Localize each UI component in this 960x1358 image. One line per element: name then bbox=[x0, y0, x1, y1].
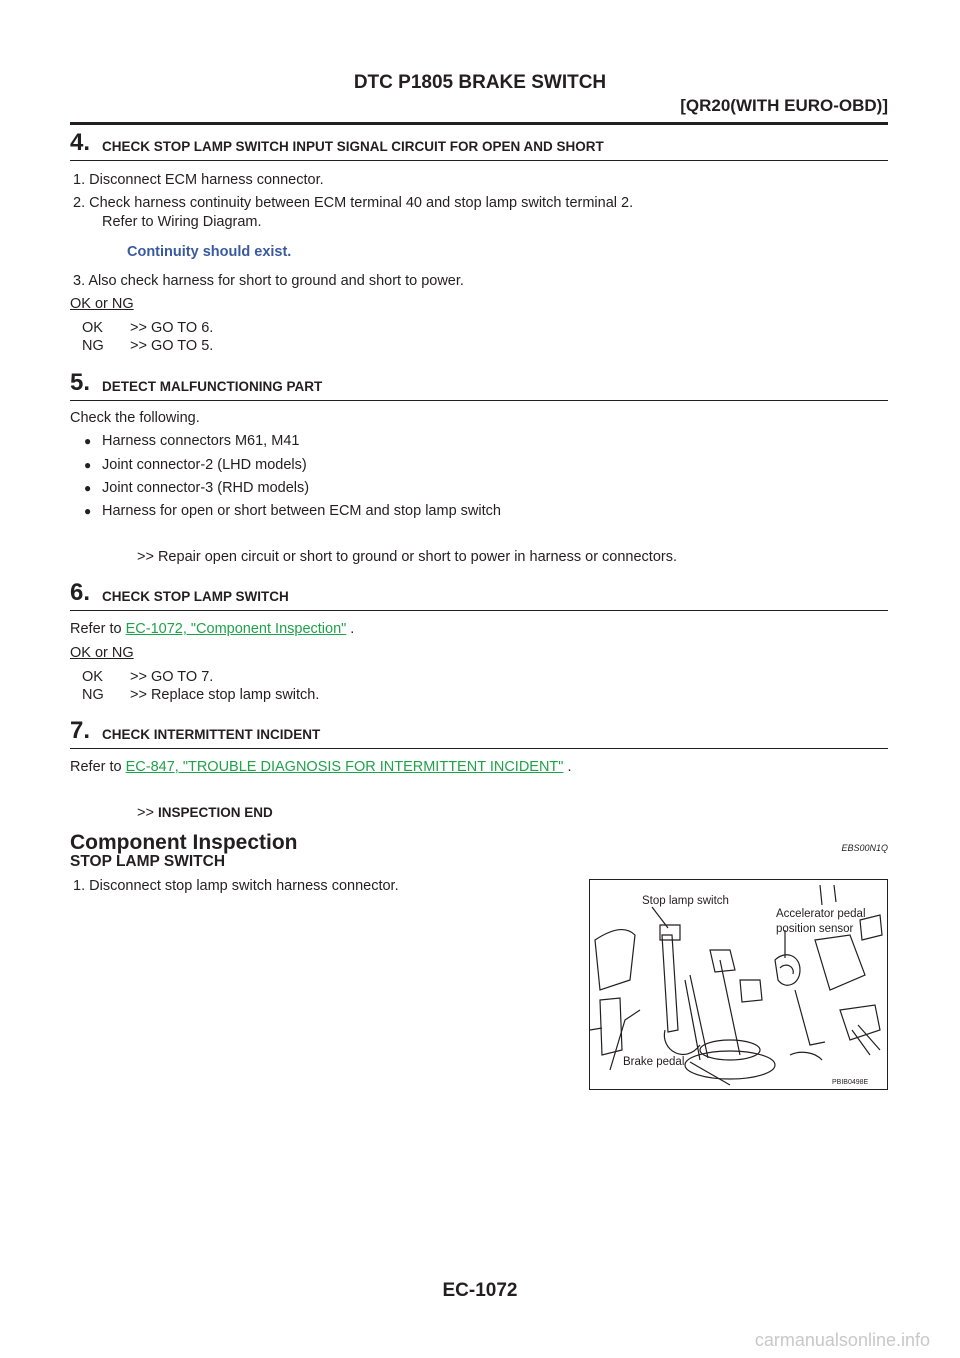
step-title: CHECK STOP LAMP SWITCH INPUT SIGNAL CIRCUIT FOR OPEN AND SHORT bbox=[102, 139, 604, 154]
result-text: INSPECTION END bbox=[157, 805, 273, 820]
step-4-heading bbox=[70, 130, 888, 161]
list-item bbox=[84, 503, 501, 519]
result-code: OK bbox=[82, 669, 103, 685]
label-brake-pedal: Brake pedal bbox=[623, 1056, 685, 1068]
subsection-title: STOP LAMP SWITCH bbox=[70, 853, 226, 870]
section-title: Component Inspection bbox=[70, 831, 298, 854]
step-title: DETECT MALFUNCTIONING PART bbox=[102, 379, 323, 394]
list-item-text: Joint connector-3 (RHD models) bbox=[102, 480, 310, 496]
page-subtitle: [QR20(WITH EURO-OBD)] bbox=[680, 96, 888, 115]
list-item-text: Joint connector-2 (LHD models) bbox=[102, 457, 307, 473]
header-rule bbox=[70, 122, 888, 125]
step-number: 5. bbox=[70, 369, 91, 396]
section-code: EBS00N1Q bbox=[841, 843, 888, 853]
bullet-icon: ● bbox=[84, 481, 92, 495]
label-stop-lamp-switch: Stop lamp switch bbox=[642, 895, 729, 907]
bullet-icon: ● bbox=[84, 434, 92, 448]
label-accelerator-sensor-1: Accelerator pedal bbox=[776, 908, 866, 920]
step-4-line-3: 3. Also check harness for short to ground and short to power. bbox=[73, 273, 464, 289]
step-4-line-2: 2. Check harness continuity between ECM terminal 40 and stop lamp switch terminal 2. bbox=[73, 195, 634, 211]
step-number: 4. bbox=[70, 129, 91, 156]
refer-prefix: Refer to bbox=[70, 621, 126, 637]
result-action: >> GO TO 5. bbox=[130, 338, 214, 354]
bullet-icon: ● bbox=[84, 504, 92, 518]
refer-suffix: . bbox=[346, 621, 355, 637]
page-number: EC-1072 bbox=[442, 1280, 518, 1301]
step-7-refer bbox=[70, 759, 572, 775]
intermittent-incident-link[interactable]: EC-847, "TROUBLE DIAGNOSIS FOR INTERMITTENT INCIDENT" bbox=[125, 759, 564, 775]
list-item-text: Harness for open or short between ECM and stop lamp switch bbox=[102, 503, 501, 519]
step-5-heading bbox=[70, 370, 888, 401]
component-step-1: 1. Disconnect stop lamp switch harness connector. bbox=[73, 878, 399, 894]
list-item bbox=[84, 480, 310, 496]
result-action: >> GO TO 7. bbox=[130, 669, 214, 685]
step-number: 7. bbox=[70, 717, 91, 744]
result-action: >> GO TO 6. bbox=[130, 320, 214, 336]
result-code: NG bbox=[82, 338, 104, 354]
result-ng bbox=[82, 687, 319, 703]
step-7-heading bbox=[70, 718, 888, 749]
figure-code: PBIB0498E bbox=[832, 1079, 869, 1086]
ok-or-ng-label: OK or NG bbox=[70, 296, 134, 312]
step-5-intro: Check the following. bbox=[70, 410, 200, 426]
step-6-refer bbox=[70, 621, 354, 637]
result-code: OK bbox=[82, 320, 103, 336]
result-ng bbox=[82, 338, 213, 354]
step-4-line-1: 1. Disconnect ECM harness connector. bbox=[73, 172, 324, 188]
list-item bbox=[84, 457, 307, 473]
stop-lamp-switch-figure bbox=[589, 879, 888, 1090]
watermark: carmanualsonline.info bbox=[754, 1330, 930, 1350]
component-inspection-link[interactable]: EC-1072, "Component Inspection" bbox=[125, 621, 347, 637]
bullet-icon: ● bbox=[84, 458, 92, 472]
result-ok bbox=[82, 669, 213, 685]
step-6-heading bbox=[70, 580, 888, 611]
page-title: DTC P1805 BRAKE SWITCH bbox=[353, 72, 607, 93]
step-title: CHECK STOP LAMP SWITCH bbox=[102, 589, 289, 604]
figure-illustration bbox=[590, 880, 887, 1089]
step-5-result: >> Repair open circuit or short to ground or short to power in harness or connectors. bbox=[137, 549, 678, 565]
step-7-result bbox=[137, 805, 273, 821]
list-item bbox=[84, 433, 300, 449]
result-action: >> Replace stop lamp switch. bbox=[130, 687, 320, 703]
step-title: CHECK INTERMITTENT INCIDENT bbox=[102, 727, 321, 742]
result-arrow: >> bbox=[137, 805, 154, 821]
ok-or-ng-label: OK or NG bbox=[70, 645, 134, 661]
step-4-note: Continuity should exist. bbox=[127, 244, 292, 260]
result-code: NG bbox=[82, 687, 104, 703]
list-item-text: Harness connectors M61, M41 bbox=[102, 433, 300, 449]
refer-prefix: Refer to bbox=[70, 759, 126, 775]
refer-suffix: . bbox=[563, 759, 572, 775]
label-accelerator-sensor-2: position sensor bbox=[776, 923, 854, 935]
step-4-line-2b: Refer to Wiring Diagram. bbox=[102, 214, 262, 230]
result-ok bbox=[82, 320, 213, 336]
step-number: 6. bbox=[70, 579, 91, 606]
